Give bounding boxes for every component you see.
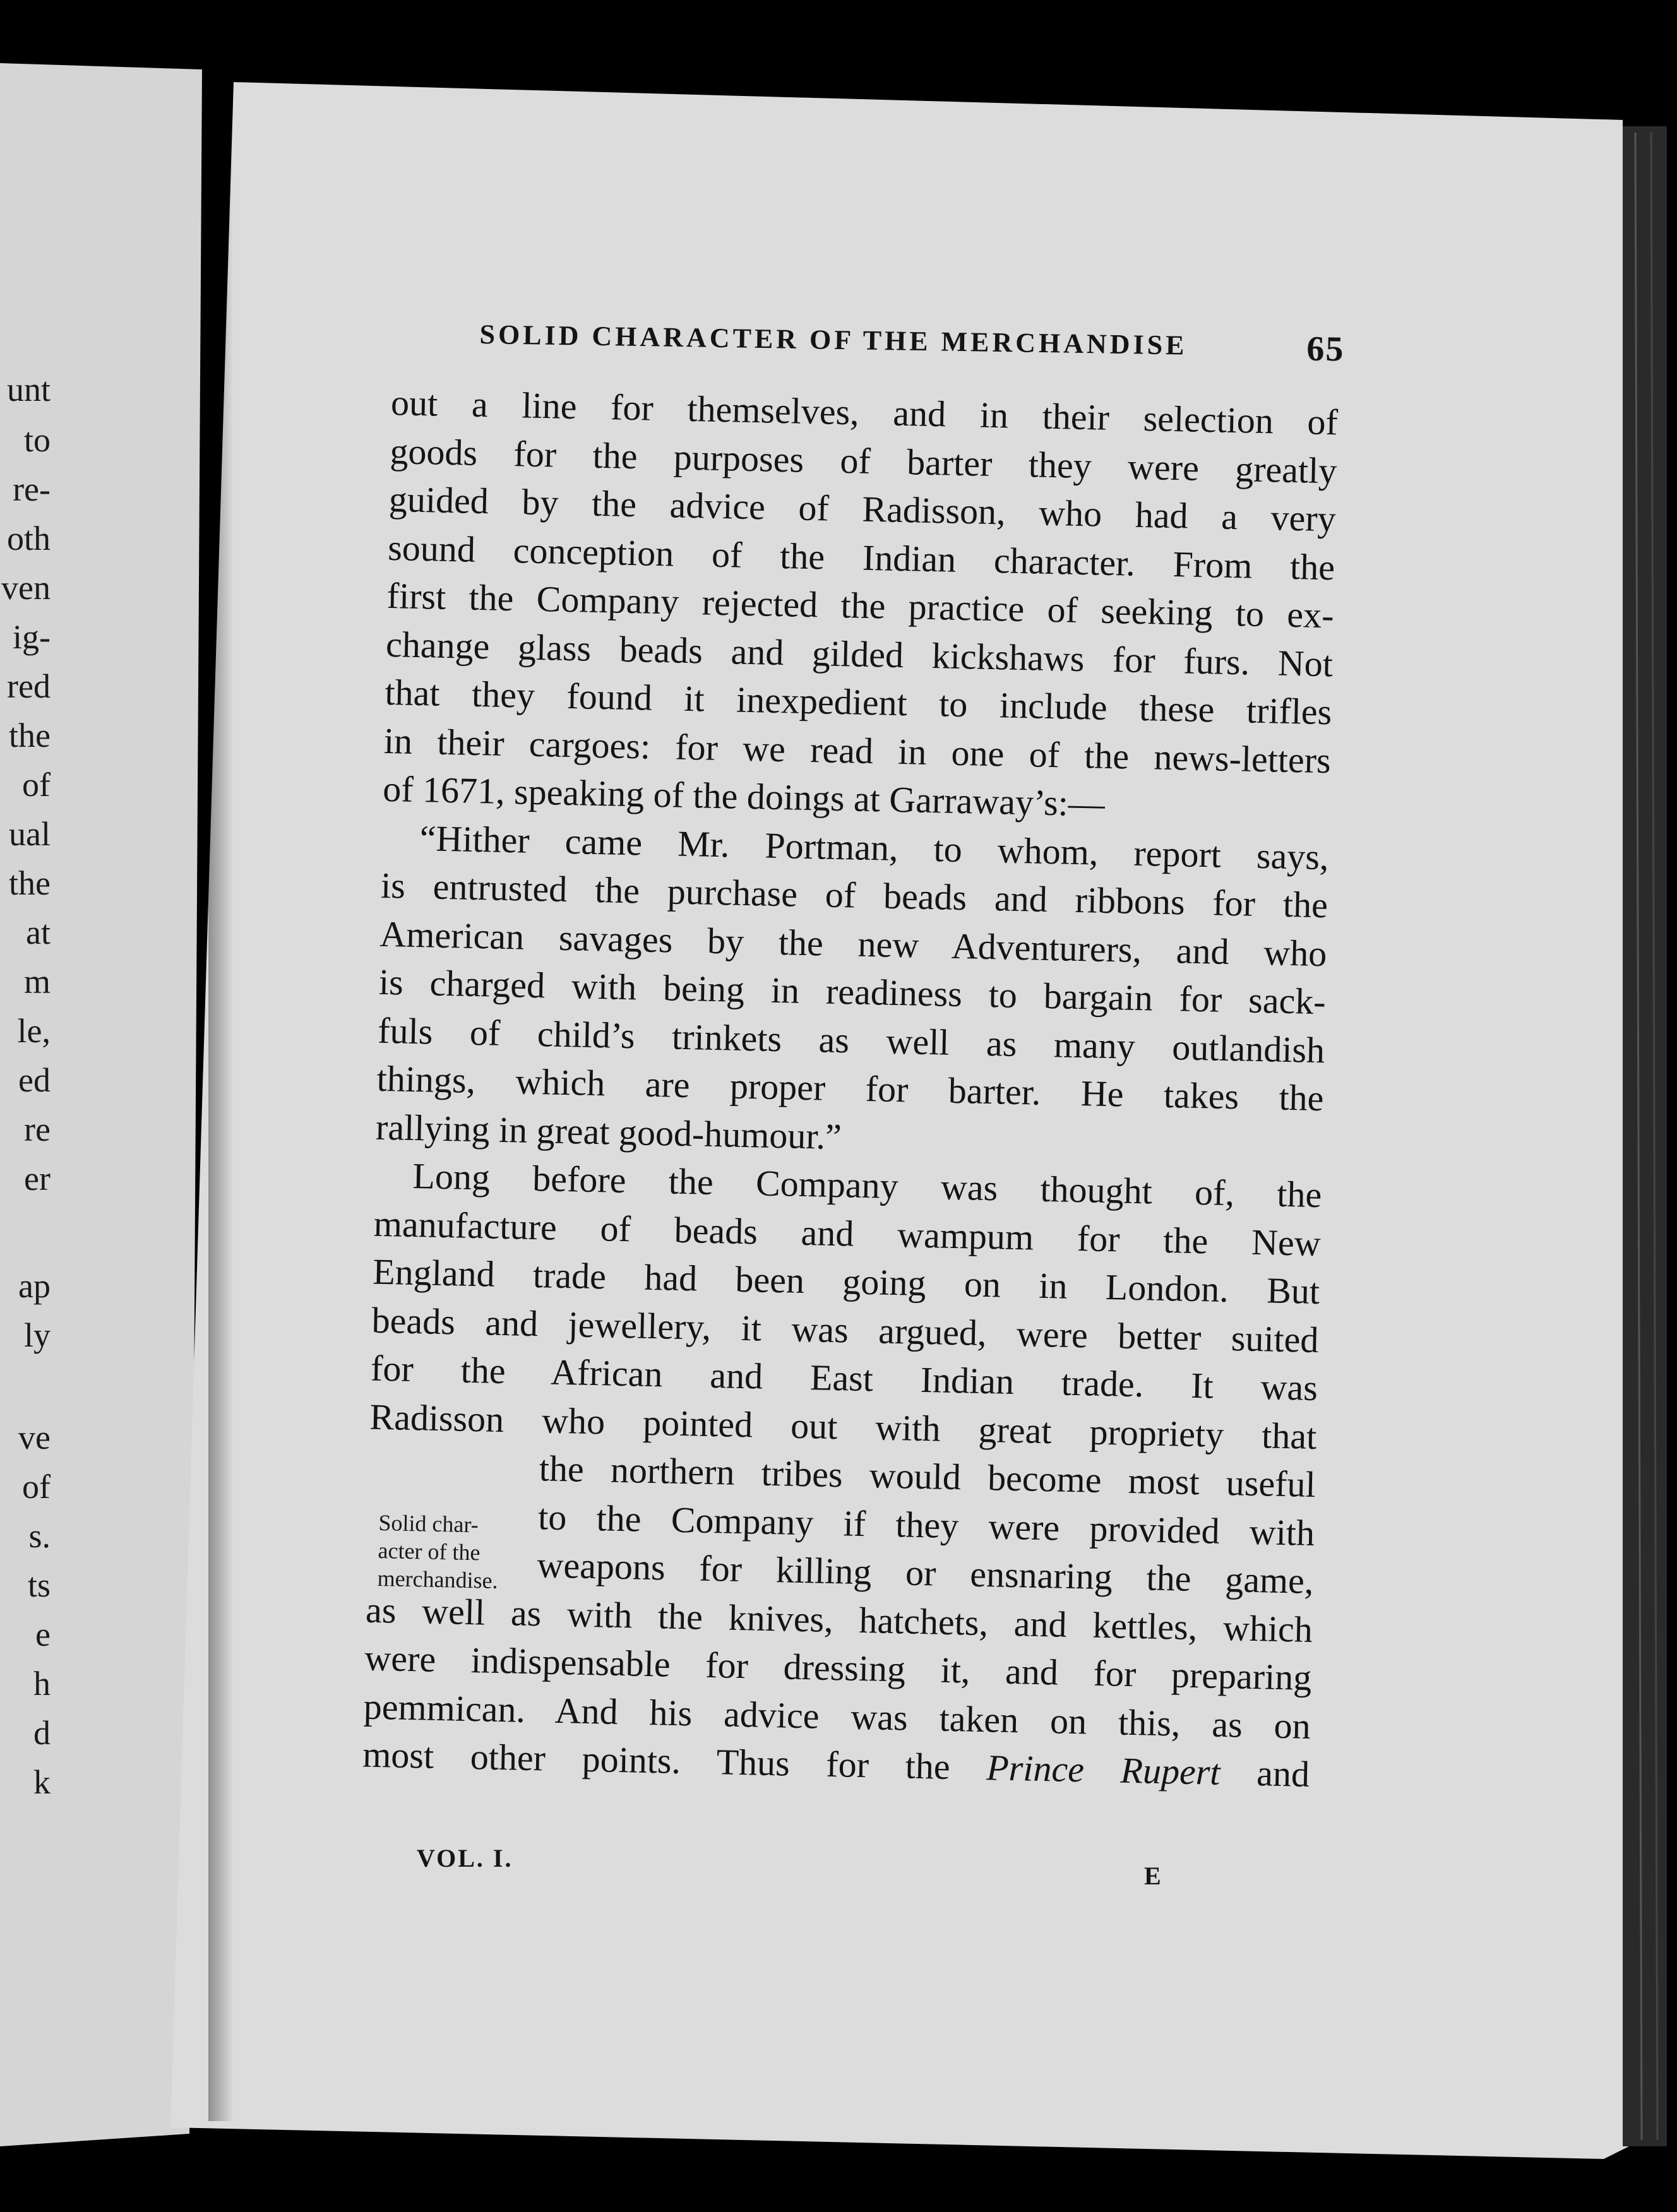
final-line-start: most other points. Thus for the xyxy=(362,1733,988,1788)
text-line: Long before the Company was thought of, the xyxy=(412,1155,1322,1216)
text-line: sound conception of the Indian character. From the xyxy=(387,526,1335,588)
text-line: Radisson who pointed out with great propriety that xyxy=(369,1396,1317,1457)
text-line: for the African and East Indian trade. It was xyxy=(370,1347,1318,1409)
text-line: of 1671, speaking of the doings at Garraway’s:— xyxy=(382,768,1106,824)
left-fragment: the xyxy=(9,717,51,754)
left-fragment: ven xyxy=(1,569,51,607)
text-line: change glass beads and gilded kickshaws for furs. Not xyxy=(385,623,1334,684)
left-fragment: unt xyxy=(6,371,51,408)
quote-line: is entrusted the purchase of beads and ribbons for the xyxy=(380,864,1328,926)
quote-line: fuls of child’s trinkets as well as many outlandish xyxy=(377,1009,1325,1071)
text-line: manufacture of beads and wampum for the New xyxy=(373,1203,1322,1264)
left-fragment: e xyxy=(35,1615,51,1653)
left-fragment: to xyxy=(23,421,51,459)
quote-line: is charged with being in readiness to bargain for sack- xyxy=(378,961,1327,1023)
left-fragment: of xyxy=(22,766,51,804)
text-line: England trade had been going on in London. But xyxy=(372,1251,1320,1312)
text-line: weapons for killing or ensnaring the game, xyxy=(537,1544,1315,1602)
quote-line: “Hither came Mr. Portman, to whom, report says, xyxy=(419,817,1330,877)
text-line: pemmican. And his advice was taken on this, as on xyxy=(363,1686,1311,1747)
sidenote-line: acter of the xyxy=(378,1537,480,1566)
ship-name: Prince Rupert xyxy=(986,1747,1221,1793)
left-fragment: ve xyxy=(18,1418,51,1456)
left-fragment: ual xyxy=(9,815,51,853)
quote-line: things, which are proper for barter. He takes the xyxy=(376,1057,1325,1119)
running-title: SOLID CHARACTER OF THE MERCHANDISE xyxy=(479,318,1188,361)
text-line: goods for the purposes of barter they were greatly xyxy=(389,430,1337,491)
left-fragment: of xyxy=(22,1468,51,1506)
text-line: were indispensable for dressing it, and for preparing xyxy=(364,1637,1312,1698)
left-fragment: ap xyxy=(18,1267,51,1305)
left-fragment: le, xyxy=(17,1012,51,1050)
left-fragment: k xyxy=(33,1763,51,1801)
signature-mark: E xyxy=(1144,1862,1161,1890)
quote-line: American savages by the new Adventurers, and who xyxy=(379,913,1327,974)
text-line: guided by the advice of Radisson, who had a very xyxy=(388,478,1337,540)
gutter-shadow xyxy=(208,76,234,2121)
text-line: the northern tribes would become most useful xyxy=(539,1448,1316,1506)
left-fragment: oth xyxy=(6,520,51,557)
left-fragment: d xyxy=(33,1714,51,1752)
text-line: as well as with the knives, hatchets, and kettles, which xyxy=(365,1589,1313,1650)
text-line: that they found it inexpedient to include these trifles xyxy=(384,671,1332,733)
left-fragment: er xyxy=(24,1160,51,1198)
left-fragment: s. xyxy=(28,1517,51,1555)
left-fragment: ig- xyxy=(13,618,51,656)
left-fragment: ly xyxy=(23,1316,51,1354)
sidenote-line: merchandise. xyxy=(377,1565,498,1593)
text-line: to the Company if they were provided with xyxy=(537,1495,1315,1554)
text-line: out a line for themselves, and in their selection of xyxy=(390,381,1339,443)
quote-line: rallying in great good-humour.” xyxy=(375,1106,842,1157)
text-line: in their cargoes: for we read in one of the news-letters xyxy=(383,720,1332,781)
left-fragment: re xyxy=(24,1110,51,1148)
left-fragment: ts xyxy=(27,1566,51,1604)
volume-label: VOL. I. xyxy=(417,1844,513,1872)
left-fragment: re- xyxy=(13,470,51,508)
left-fragment: the xyxy=(9,864,51,902)
text-line: first the Company rejected the practice of seeking to ex- xyxy=(386,574,1335,636)
final-line-end: and xyxy=(1219,1751,1310,1795)
left-fragment: h xyxy=(33,1665,51,1703)
page-number: 65 xyxy=(1306,329,1345,369)
sidenote-line: Solid char- xyxy=(378,1509,479,1538)
text-line: beads and jewellery, it was argued, were better suited xyxy=(371,1299,1320,1360)
left-fragment: ed xyxy=(18,1061,51,1099)
left-fragment: at xyxy=(26,913,51,951)
margin-sidenote xyxy=(377,1509,537,1595)
left-fragment: red xyxy=(7,667,51,705)
left-fragment: m xyxy=(23,963,51,1001)
